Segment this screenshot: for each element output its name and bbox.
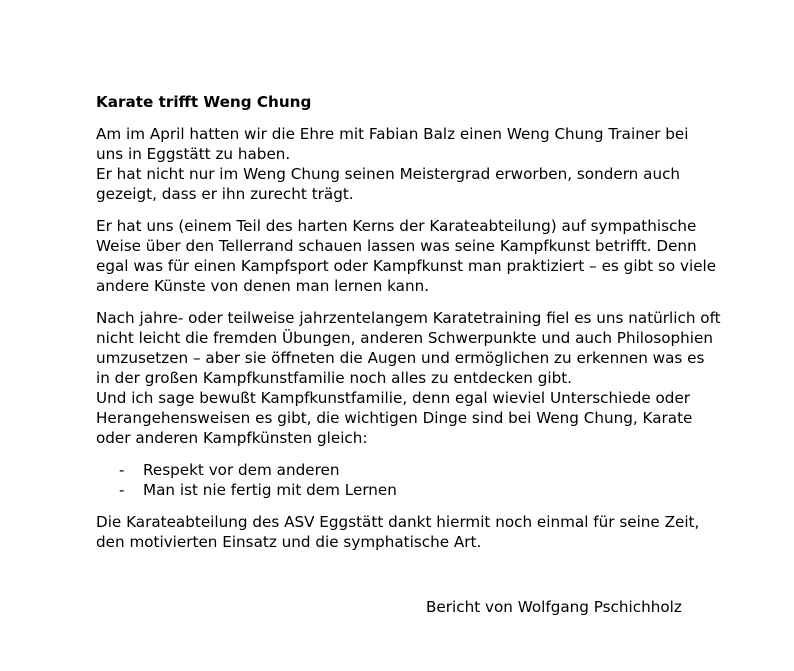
text-line: den motivierten Einsatz und die symphatische Art. <box>96 533 482 551</box>
paragraph-closing <box>96 512 716 552</box>
text-line: uns in Eggstätt zu haben. <box>96 145 291 163</box>
text-line: Nach jahre- oder teilweise jahrzentelangem Karatetraining fiel es uns natürlich oft <box>96 309 721 327</box>
text-line: nicht leicht die fremden Übungen, anderen Schwerpunkte und auch Philosophien <box>96 329 713 347</box>
text-line: andere Künste von denen man lernen kann. <box>96 277 430 295</box>
list-item-text: Man ist nie fertig mit dem Lernen <box>143 481 397 499</box>
text-line: Die Karateabteilung des ASV Eggstätt dankt hiermit noch einmal für seine Zeit, <box>96 513 700 531</box>
list-item-text: Respekt vor dem anderen <box>143 461 340 479</box>
values-list <box>96 460 716 500</box>
text-line: Und ich sage bewußt Kampfkunstfamilie, denn egal wieviel Unterschiede oder <box>96 389 691 407</box>
text-line: Herangehensweisen es gibt, die wichtigen Dinge sind bei Weng Chung, Karate <box>96 409 693 427</box>
paragraph-experience <box>96 308 721 448</box>
list-item <box>96 480 716 500</box>
text-line: umzusetzen – aber sie öffneten die Augen und ermöglichen zu erkennen was es <box>96 349 705 367</box>
author-signature: Bericht von Wolfgang Pschichholz <box>426 598 682 616</box>
text-line: in der großen Kampfkunstfamilie noch alles zu entdecken gibt. <box>96 369 573 387</box>
text-line: Weise über den Tellerrand schauen lassen was seine Kampfkunst betrifft. Denn <box>96 237 697 255</box>
text-line: Am im April hatten wir die Ehre mit Fabian Balz einen Weng Chung Trainer bei <box>96 125 689 143</box>
dash-bullet: - <box>119 481 125 499</box>
list-item <box>96 460 716 480</box>
text-line: Er hat uns (einem Teil des harten Kerns der Karateabteilung) auf sympathische <box>96 217 697 235</box>
text-line: Er hat nicht nur im Weng Chung seinen Meistergrad erworben, sondern auch <box>96 165 681 183</box>
document-page <box>96 92 721 564</box>
paragraph-perspective <box>96 216 716 296</box>
text-line: oder anderen Kampfkünsten gleich: <box>96 429 368 447</box>
dash-bullet: - <box>119 461 125 479</box>
text-line: gezeigt, dass er ihn zurecht trägt. <box>96 185 354 203</box>
paragraph-intro <box>96 124 716 204</box>
text-line: egal was für einen Kampfsport oder Kampfkunst man praktiziert – es gibt so viele <box>96 257 717 275</box>
document-title: Karate trifft Weng Chung <box>96 93 312 111</box>
